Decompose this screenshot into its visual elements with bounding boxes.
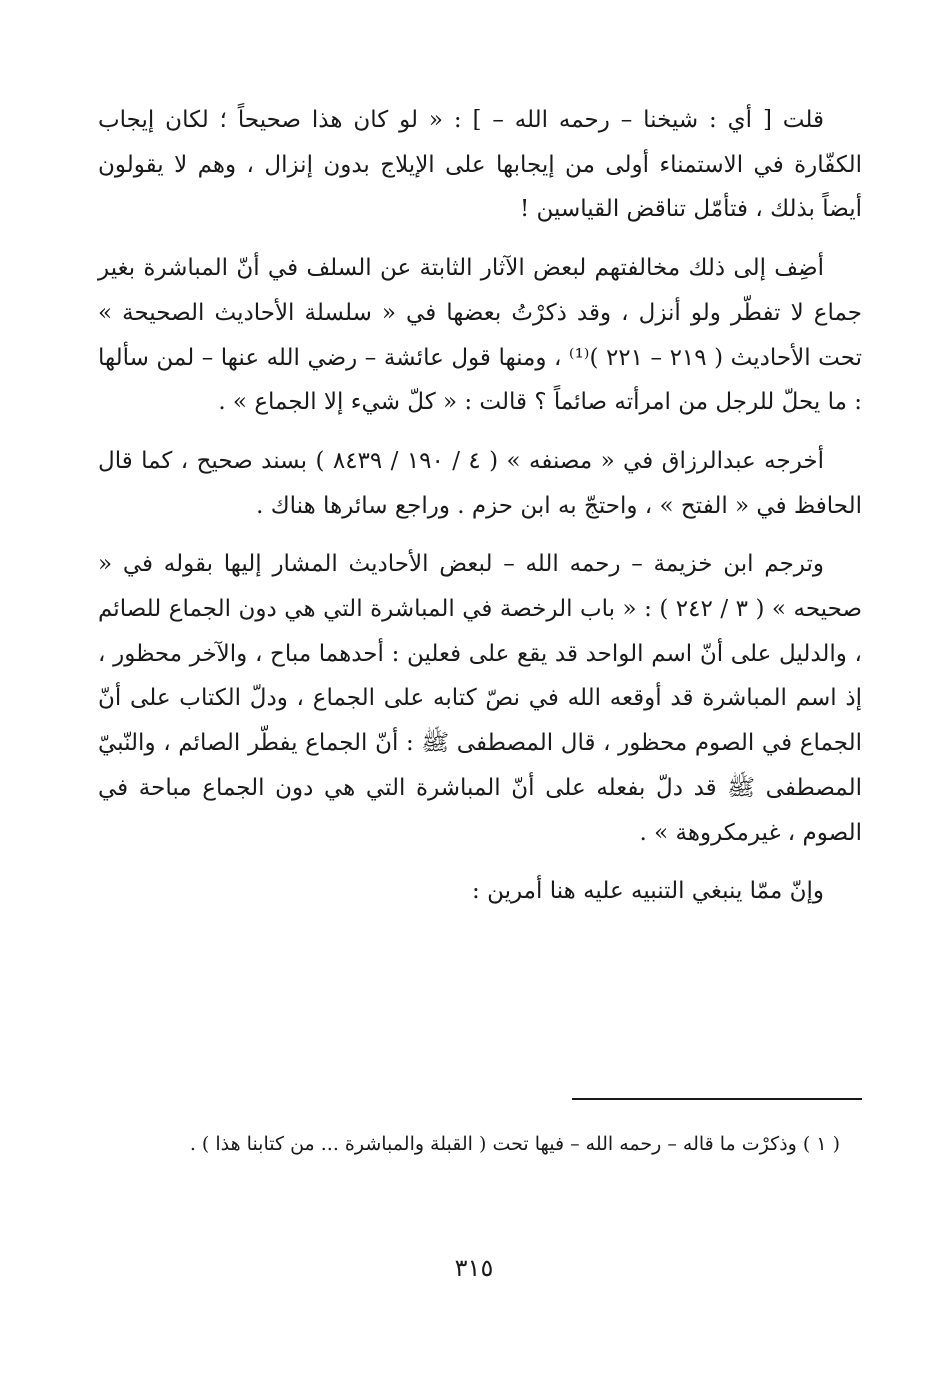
main-text — [98, 98, 862, 928]
paragraph-1: قلت [ أي : شيخنا – رحمه الله – ] : « لو كان هذا صحيحاً ؛ لكان إيجاب الكفّارة في الاستمناء أولى من إيجابها على الإيلاج بدون إنزال ، وهم لا يقولون أيضاً بذلك ، فتأمّل تناقض القياسين ! — [98, 107, 862, 223]
paragraph-3: أخرجه عبدالرزاق في « مصنفه » ( ٤ / ١٩٠ / ٨٤٣٩ ) بسند صحيح ، كما قال الحافظ في « الفتح » ، واحتجّ به ابن حزم . وراجع سائرها هناك . — [98, 447, 862, 519]
paragraph-2: أضِف إلى ذلك مخالفتهم لبعض الآثار الثابتة عن السلف في أنّ المباشرة بغير جماع لا تفطّر ولو أنزل ، وقد ذكرْتُ بعضها في « سلسلة الأحاديث الصحيحة » تحت الأحاديث ( ٢١٩ – ٢٢١ )⁽¹⁾ ، ومنها قول عائشة – رضي الله عنها – لمن سألها : ما يحلّ للرجل من امرأته صائماً ؟ قالت : « كلّ شيء إلا الجماع » . — [98, 255, 862, 416]
paragraph-4: وترجم ابن خزيمة – رحمه الله – لبعض الأحاديث المشار إليها بقوله في « صحيحه » ( ٣ / ٢٤٢ ) : « باب الرخصة في المباشرة التي هي دون الجماع للصائم ، والدليل على أنّ اسم الواحد قد يقع على فعلين : أحدهما مباح ، والآخر محظور ، إذ اسم المباشرة قد أوقعه الله في نصّ كتابه على الجماع ، ودلّ الكتاب على أنّ الجماع في الصوم محظور ، قال المصطفى ﷺ : أنّ الجماع يفطّر الصائم ، والنّبيّ المصطفى ﷺ قد دلّ بفعله على أنّ المباشرة التي هي دون الجماع مباحة في الصوم ، غيرمكروهة » . — [98, 551, 862, 846]
footnote: ( ١ ) وذكرْت ما قاله – رحمه الله – فيها تحت ( القبلة والمباشرة ... من كتابنا هذا ) . — [189, 1133, 840, 1155]
paragraph-5: وإنّ ممّا ينبغي التنبيه عليه هنا أمرين : — [472, 878, 824, 905]
footnote-divider — [572, 1098, 862, 1100]
page-number: ٣١٥ — [454, 1254, 494, 1282]
